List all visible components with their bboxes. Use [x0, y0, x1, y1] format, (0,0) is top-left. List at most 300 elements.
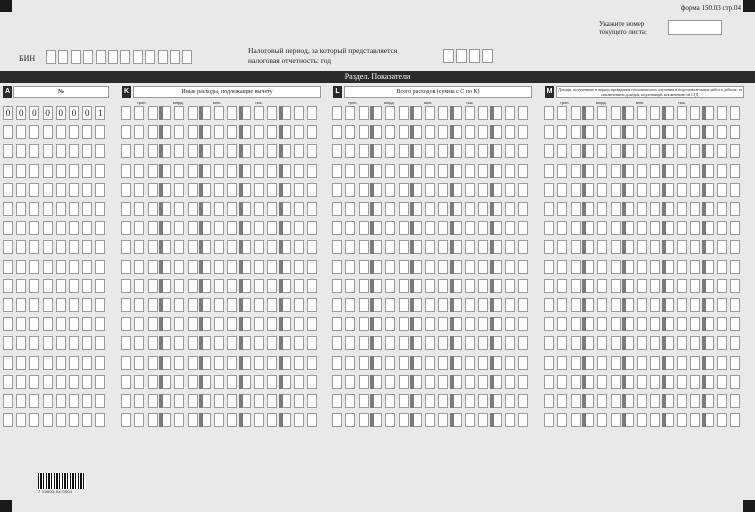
row-number-cell[interactable]	[3, 125, 13, 139]
amount-digit-cell[interactable]	[345, 183, 355, 197]
row-number-cell[interactable]	[95, 279, 105, 293]
amount-digit-cell[interactable]	[650, 164, 660, 178]
amount-digit-cell[interactable]	[332, 375, 342, 389]
amount-digit-cell[interactable]	[174, 202, 184, 216]
amount-digit-cell[interactable]	[399, 260, 409, 274]
row-number-digit[interactable]: 1	[95, 106, 105, 120]
amount-digit-cell[interactable]	[717, 144, 727, 158]
amount-digit-cell[interactable]	[267, 375, 277, 389]
amount-digit-cell[interactable]	[174, 394, 184, 408]
sheet-number-input[interactable]	[668, 20, 722, 35]
amount-digit-cell[interactable]	[307, 394, 317, 408]
bin-digit-cell[interactable]	[96, 50, 106, 64]
row-number-cell[interactable]	[16, 279, 26, 293]
amount-digit-cell[interactable]	[717, 240, 727, 254]
amount-digit-cell[interactable]	[677, 202, 687, 216]
amount-digit-cell[interactable]	[438, 413, 448, 427]
year-digit-cell[interactable]	[456, 49, 467, 63]
amount-digit-cell[interactable]	[677, 164, 687, 178]
amount-digit-cell[interactable]	[637, 106, 647, 120]
amount-digit-cell[interactable]	[267, 298, 277, 312]
amount-digit-cell[interactable]	[611, 221, 621, 235]
amount-digit-cell[interactable]	[544, 413, 554, 427]
amount-digit-cell[interactable]	[650, 240, 660, 254]
row-number-cell[interactable]	[16, 375, 26, 389]
amount-digit-cell[interactable]	[332, 125, 342, 139]
amount-digit-cell[interactable]	[307, 279, 317, 293]
amount-digit-cell[interactable]	[399, 298, 409, 312]
amount-digit-cell[interactable]	[214, 298, 224, 312]
amount-digit-cell[interactable]	[730, 221, 740, 235]
amount-digit-cell[interactable]	[438, 394, 448, 408]
amount-digit-cell[interactable]	[227, 106, 237, 120]
amount-digit-cell[interactable]	[294, 336, 304, 350]
amount-digit-cell[interactable]	[690, 336, 700, 350]
amount-digit-cell[interactable]	[359, 279, 369, 293]
amount-digit-cell[interactable]	[690, 356, 700, 370]
amount-digit-cell[interactable]	[557, 260, 567, 274]
row-number-cell[interactable]	[3, 298, 13, 312]
bin-digit-cell[interactable]	[145, 50, 155, 64]
amount-digit-cell[interactable]	[294, 260, 304, 274]
amount-digit-cell[interactable]	[425, 202, 435, 216]
amount-digit-cell[interactable]	[359, 202, 369, 216]
amount-digit-cell[interactable]	[121, 336, 131, 350]
amount-digit-cell[interactable]	[611, 279, 621, 293]
amount-digit-cell[interactable]	[148, 240, 158, 254]
amount-digit-cell[interactable]	[465, 394, 475, 408]
amount-digit-cell[interactable]	[730, 375, 740, 389]
amount-digit-cell[interactable]	[121, 183, 131, 197]
amount-digit-cell[interactable]	[717, 298, 727, 312]
amount-digit-cell[interactable]	[650, 356, 660, 370]
amount-digit-cell[interactable]	[650, 413, 660, 427]
amount-digit-cell[interactable]	[438, 260, 448, 274]
amount-digit-cell[interactable]	[294, 144, 304, 158]
amount-digit-cell[interactable]	[359, 413, 369, 427]
amount-digit-cell[interactable]	[359, 394, 369, 408]
amount-digit-cell[interactable]	[121, 125, 131, 139]
amount-digit-cell[interactable]	[505, 164, 515, 178]
amount-digit-cell[interactable]	[677, 183, 687, 197]
row-number-cell[interactable]	[43, 202, 53, 216]
row-number-cell[interactable]	[82, 164, 92, 178]
amount-digit-cell[interactable]	[307, 375, 317, 389]
row-number-cell[interactable]	[29, 260, 39, 274]
amount-digit-cell[interactable]	[134, 375, 144, 389]
amount-digit-cell[interactable]	[465, 413, 475, 427]
amount-digit-cell[interactable]	[359, 356, 369, 370]
amount-digit-cell[interactable]	[307, 144, 317, 158]
amount-digit-cell[interactable]	[134, 317, 144, 331]
row-number-cell[interactable]	[43, 356, 53, 370]
amount-digit-cell[interactable]	[399, 202, 409, 216]
row-number-cell[interactable]	[29, 336, 39, 350]
amount-digit-cell[interactable]	[148, 202, 158, 216]
amount-digit-cell[interactable]	[518, 125, 528, 139]
amount-digit-cell[interactable]	[544, 144, 554, 158]
amount-digit-cell[interactable]	[227, 279, 237, 293]
amount-digit-cell[interactable]	[254, 279, 264, 293]
amount-digit-cell[interactable]	[478, 356, 488, 370]
amount-digit-cell[interactable]	[611, 183, 621, 197]
amount-digit-cell[interactable]	[637, 144, 647, 158]
amount-digit-cell[interactable]	[650, 260, 660, 274]
amount-digit-cell[interactable]	[611, 202, 621, 216]
amount-digit-cell[interactable]	[332, 394, 342, 408]
amount-digit-cell[interactable]	[438, 240, 448, 254]
amount-digit-cell[interactable]	[134, 106, 144, 120]
amount-digit-cell[interactable]	[359, 183, 369, 197]
amount-digit-cell[interactable]	[227, 260, 237, 274]
row-number-cell[interactable]	[43, 240, 53, 254]
amount-digit-cell[interactable]	[518, 394, 528, 408]
amount-digit-cell[interactable]	[557, 221, 567, 235]
row-number-cell[interactable]	[29, 125, 39, 139]
amount-digit-cell[interactable]	[518, 413, 528, 427]
amount-digit-cell[interactable]	[478, 144, 488, 158]
amount-digit-cell[interactable]	[214, 144, 224, 158]
amount-digit-cell[interactable]	[188, 260, 198, 274]
amount-digit-cell[interactable]	[174, 413, 184, 427]
amount-digit-cell[interactable]	[121, 144, 131, 158]
row-number-cell[interactable]	[3, 183, 13, 197]
amount-digit-cell[interactable]	[399, 125, 409, 139]
amount-digit-cell[interactable]	[345, 317, 355, 331]
row-number-cell[interactable]	[3, 221, 13, 235]
amount-digit-cell[interactable]	[544, 260, 554, 274]
amount-digit-cell[interactable]	[478, 125, 488, 139]
amount-digit-cell[interactable]	[518, 375, 528, 389]
amount-digit-cell[interactable]	[148, 375, 158, 389]
amount-digit-cell[interactable]	[188, 144, 198, 158]
amount-digit-cell[interactable]	[227, 317, 237, 331]
amount-digit-cell[interactable]	[385, 356, 395, 370]
amount-digit-cell[interactable]	[505, 394, 515, 408]
amount-digit-cell[interactable]	[544, 317, 554, 331]
row-number-cell[interactable]	[95, 164, 105, 178]
amount-digit-cell[interactable]	[465, 260, 475, 274]
amount-digit-cell[interactable]	[254, 221, 264, 235]
amount-digit-cell[interactable]	[518, 221, 528, 235]
row-number-cell[interactable]	[82, 356, 92, 370]
row-number-cell[interactable]	[43, 221, 53, 235]
amount-digit-cell[interactable]	[385, 375, 395, 389]
amount-digit-cell[interactable]	[505, 298, 515, 312]
amount-digit-cell[interactable]	[399, 394, 409, 408]
row-number-digit[interactable]: 0	[43, 106, 53, 120]
amount-digit-cell[interactable]	[148, 336, 158, 350]
amount-digit-cell[interactable]	[478, 240, 488, 254]
amount-digit-cell[interactable]	[465, 106, 475, 120]
row-number-cell[interactable]	[69, 356, 79, 370]
amount-digit-cell[interactable]	[399, 221, 409, 235]
amount-digit-cell[interactable]	[717, 106, 727, 120]
amount-digit-cell[interactable]	[611, 413, 621, 427]
amount-digit-cell[interactable]	[544, 183, 554, 197]
amount-digit-cell[interactable]	[267, 240, 277, 254]
amount-digit-cell[interactable]	[345, 240, 355, 254]
row-number-cell[interactable]	[95, 317, 105, 331]
amount-digit-cell[interactable]	[121, 202, 131, 216]
amount-digit-cell[interactable]	[385, 240, 395, 254]
amount-digit-cell[interactable]	[214, 183, 224, 197]
row-number-cell[interactable]	[43, 279, 53, 293]
amount-digit-cell[interactable]	[345, 221, 355, 235]
amount-digit-cell[interactable]	[690, 260, 700, 274]
amount-digit-cell[interactable]	[332, 106, 342, 120]
amount-digit-cell[interactable]	[465, 221, 475, 235]
amount-digit-cell[interactable]	[188, 413, 198, 427]
amount-digit-cell[interactable]	[557, 298, 567, 312]
amount-digit-cell[interactable]	[571, 375, 581, 389]
amount-digit-cell[interactable]	[267, 260, 277, 274]
amount-digit-cell[interactable]	[399, 356, 409, 370]
amount-digit-cell[interactable]	[134, 336, 144, 350]
bin-digit-cell[interactable]	[170, 50, 180, 64]
amount-digit-cell[interactable]	[637, 260, 647, 274]
amount-digit-cell[interactable]	[518, 317, 528, 331]
amount-digit-cell[interactable]	[227, 356, 237, 370]
amount-digit-cell[interactable]	[227, 144, 237, 158]
amount-digit-cell[interactable]	[717, 317, 727, 331]
amount-digit-cell[interactable]	[267, 279, 277, 293]
amount-digit-cell[interactable]	[637, 413, 647, 427]
amount-digit-cell[interactable]	[121, 413, 131, 427]
amount-digit-cell[interactable]	[465, 202, 475, 216]
amount-digit-cell[interactable]	[425, 164, 435, 178]
amount-digit-cell[interactable]	[611, 336, 621, 350]
amount-digit-cell[interactable]	[505, 336, 515, 350]
row-number-cell[interactable]	[69, 375, 79, 389]
row-number-cell[interactable]	[56, 279, 66, 293]
amount-digit-cell[interactable]	[557, 413, 567, 427]
amount-digit-cell[interactable]	[148, 164, 158, 178]
amount-digit-cell[interactable]	[690, 394, 700, 408]
amount-digit-cell[interactable]	[385, 336, 395, 350]
amount-digit-cell[interactable]	[438, 144, 448, 158]
amount-digit-cell[interactable]	[544, 394, 554, 408]
amount-digit-cell[interactable]	[399, 279, 409, 293]
row-number-cell[interactable]	[43, 317, 53, 331]
row-number-cell[interactable]	[82, 125, 92, 139]
amount-digit-cell[interactable]	[148, 356, 158, 370]
amount-digit-cell[interactable]	[557, 317, 567, 331]
row-number-cell[interactable]	[16, 164, 26, 178]
year-digit-cell[interactable]	[443, 49, 454, 63]
amount-digit-cell[interactable]	[134, 413, 144, 427]
amount-digit-cell[interactable]	[148, 106, 158, 120]
amount-digit-cell[interactable]	[174, 221, 184, 235]
row-number-cell[interactable]	[43, 164, 53, 178]
amount-digit-cell[interactable]	[677, 336, 687, 350]
amount-digit-cell[interactable]	[174, 298, 184, 312]
amount-digit-cell[interactable]	[730, 356, 740, 370]
amount-digit-cell[interactable]	[399, 144, 409, 158]
row-number-cell[interactable]	[43, 144, 53, 158]
amount-digit-cell[interactable]	[597, 356, 607, 370]
amount-digit-cell[interactable]	[345, 164, 355, 178]
amount-digit-cell[interactable]	[294, 279, 304, 293]
row-number-cell[interactable]	[16, 394, 26, 408]
amount-digit-cell[interactable]	[267, 183, 277, 197]
amount-digit-cell[interactable]	[717, 183, 727, 197]
row-number-cell[interactable]	[29, 413, 39, 427]
row-number-cell[interactable]	[16, 413, 26, 427]
amount-digit-cell[interactable]	[294, 240, 304, 254]
amount-digit-cell[interactable]	[385, 260, 395, 274]
row-number-cell[interactable]	[82, 183, 92, 197]
amount-digit-cell[interactable]	[650, 279, 660, 293]
amount-digit-cell[interactable]	[134, 202, 144, 216]
amount-digit-cell[interactable]	[148, 144, 158, 158]
amount-digit-cell[interactable]	[214, 394, 224, 408]
amount-digit-cell[interactable]	[294, 183, 304, 197]
amount-digit-cell[interactable]	[294, 317, 304, 331]
amount-digit-cell[interactable]	[465, 317, 475, 331]
amount-digit-cell[interactable]	[254, 144, 264, 158]
bin-digit-cell[interactable]	[58, 50, 68, 64]
row-number-cell[interactable]	[16, 356, 26, 370]
amount-digit-cell[interactable]	[227, 125, 237, 139]
amount-digit-cell[interactable]	[345, 202, 355, 216]
amount-digit-cell[interactable]	[690, 317, 700, 331]
amount-digit-cell[interactable]	[465, 240, 475, 254]
row-number-cell[interactable]	[95, 221, 105, 235]
amount-digit-cell[interactable]	[332, 356, 342, 370]
amount-digit-cell[interactable]	[148, 183, 158, 197]
amount-digit-cell[interactable]	[254, 240, 264, 254]
amount-digit-cell[interactable]	[332, 279, 342, 293]
amount-digit-cell[interactable]	[571, 394, 581, 408]
amount-digit-cell[interactable]	[134, 260, 144, 274]
amount-digit-cell[interactable]	[730, 260, 740, 274]
amount-digit-cell[interactable]	[359, 144, 369, 158]
amount-digit-cell[interactable]	[505, 279, 515, 293]
amount-digit-cell[interactable]	[425, 356, 435, 370]
amount-digit-cell[interactable]	[425, 183, 435, 197]
amount-digit-cell[interactable]	[637, 183, 647, 197]
row-number-cell[interactable]	[16, 183, 26, 197]
amount-digit-cell[interactable]	[121, 240, 131, 254]
amount-digit-cell[interactable]	[385, 106, 395, 120]
row-number-cell[interactable]	[29, 221, 39, 235]
amount-digit-cell[interactable]	[267, 336, 277, 350]
amount-digit-cell[interactable]	[332, 298, 342, 312]
row-number-cell[interactable]	[56, 298, 66, 312]
amount-digit-cell[interactable]	[690, 298, 700, 312]
amount-digit-cell[interactable]	[611, 375, 621, 389]
amount-digit-cell[interactable]	[717, 260, 727, 274]
row-number-cell[interactable]	[69, 336, 79, 350]
amount-digit-cell[interactable]	[730, 317, 740, 331]
row-number-cell[interactable]	[16, 260, 26, 274]
amount-digit-cell[interactable]	[425, 260, 435, 274]
amount-digit-cell[interactable]	[518, 298, 528, 312]
row-number-cell[interactable]	[43, 375, 53, 389]
amount-digit-cell[interactable]	[717, 413, 727, 427]
amount-digit-cell[interactable]	[425, 221, 435, 235]
amount-digit-cell[interactable]	[465, 125, 475, 139]
row-number-cell[interactable]	[56, 317, 66, 331]
amount-digit-cell[interactable]	[254, 317, 264, 331]
row-number-cell[interactable]	[69, 413, 79, 427]
amount-digit-cell[interactable]	[677, 356, 687, 370]
amount-digit-cell[interactable]	[345, 279, 355, 293]
amount-digit-cell[interactable]	[188, 317, 198, 331]
row-number-cell[interactable]	[16, 221, 26, 235]
amount-digit-cell[interactable]	[544, 106, 554, 120]
amount-digit-cell[interactable]	[307, 183, 317, 197]
amount-digit-cell[interactable]	[478, 279, 488, 293]
row-number-cell[interactable]	[95, 298, 105, 312]
amount-digit-cell[interactable]	[425, 279, 435, 293]
row-number-cell[interactable]	[3, 356, 13, 370]
row-number-cell[interactable]	[82, 260, 92, 274]
row-number-cell[interactable]	[3, 336, 13, 350]
row-number-cell[interactable]	[56, 336, 66, 350]
amount-digit-cell[interactable]	[188, 164, 198, 178]
amount-digit-cell[interactable]	[345, 394, 355, 408]
amount-digit-cell[interactable]	[478, 298, 488, 312]
amount-digit-cell[interactable]	[227, 394, 237, 408]
amount-digit-cell[interactable]	[611, 164, 621, 178]
row-number-digit[interactable]: 0	[69, 106, 79, 120]
amount-digit-cell[interactable]	[544, 240, 554, 254]
row-number-cell[interactable]	[43, 125, 53, 139]
amount-digit-cell[interactable]	[134, 183, 144, 197]
amount-digit-cell[interactable]	[611, 260, 621, 274]
amount-digit-cell[interactable]	[214, 279, 224, 293]
amount-digit-cell[interactable]	[385, 202, 395, 216]
amount-digit-cell[interactable]	[399, 164, 409, 178]
amount-digit-cell[interactable]	[478, 106, 488, 120]
amount-digit-cell[interactable]	[134, 164, 144, 178]
amount-digit-cell[interactable]	[332, 317, 342, 331]
amount-digit-cell[interactable]	[611, 356, 621, 370]
amount-digit-cell[interactable]	[148, 221, 158, 235]
amount-digit-cell[interactable]	[188, 240, 198, 254]
row-number-cell[interactable]	[29, 356, 39, 370]
amount-digit-cell[interactable]	[557, 375, 567, 389]
amount-digit-cell[interactable]	[690, 164, 700, 178]
bin-digit-cell[interactable]	[71, 50, 81, 64]
amount-digit-cell[interactable]	[214, 221, 224, 235]
amount-digit-cell[interactable]	[174, 317, 184, 331]
amount-digit-cell[interactable]	[478, 336, 488, 350]
amount-digit-cell[interactable]	[557, 356, 567, 370]
amount-digit-cell[interactable]	[478, 375, 488, 389]
amount-digit-cell[interactable]	[478, 183, 488, 197]
amount-digit-cell[interactable]	[571, 164, 581, 178]
row-number-cell[interactable]	[56, 221, 66, 235]
amount-digit-cell[interactable]	[690, 279, 700, 293]
row-number-cell[interactable]	[69, 298, 79, 312]
amount-digit-cell[interactable]	[385, 317, 395, 331]
amount-digit-cell[interactable]	[438, 298, 448, 312]
amount-digit-cell[interactable]	[571, 125, 581, 139]
amount-digit-cell[interactable]	[294, 125, 304, 139]
amount-digit-cell[interactable]	[345, 260, 355, 274]
amount-digit-cell[interactable]	[307, 317, 317, 331]
amount-digit-cell[interactable]	[438, 279, 448, 293]
amount-digit-cell[interactable]	[478, 394, 488, 408]
amount-digit-cell[interactable]	[425, 125, 435, 139]
amount-digit-cell[interactable]	[544, 221, 554, 235]
amount-digit-cell[interactable]	[690, 106, 700, 120]
amount-digit-cell[interactable]	[227, 413, 237, 427]
amount-digit-cell[interactable]	[518, 336, 528, 350]
